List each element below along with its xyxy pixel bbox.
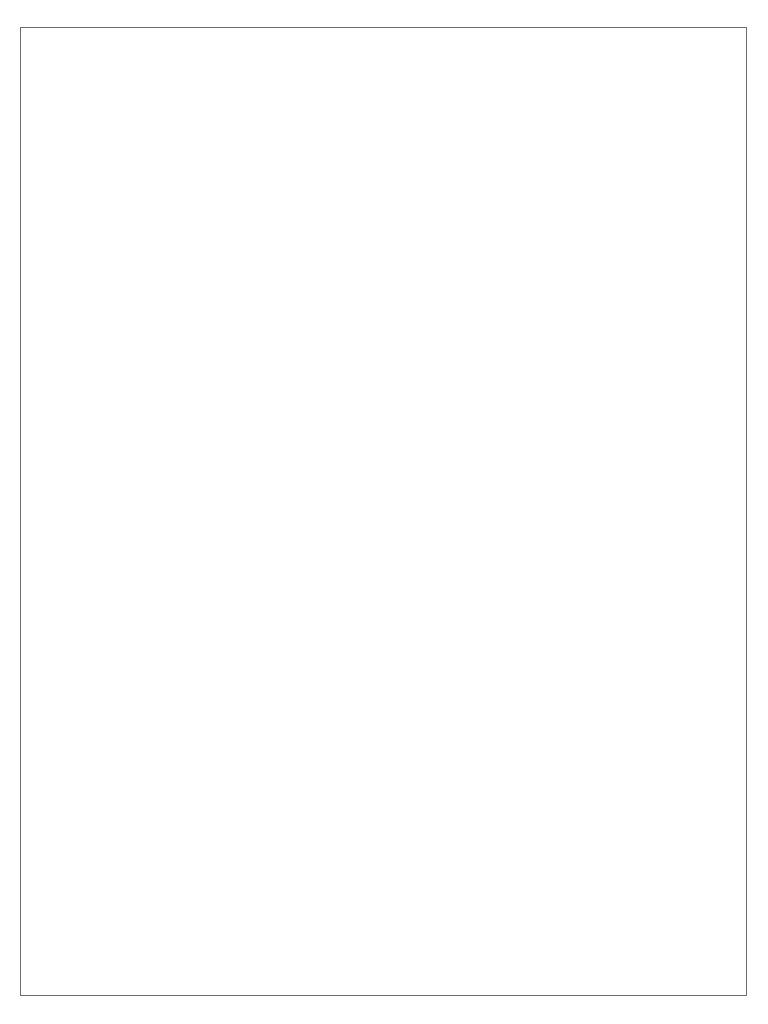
vocab-row (32, 380, 737, 398)
vocab-row (32, 539, 737, 557)
vocab-row (32, 433, 737, 451)
vocab-row (32, 681, 737, 699)
vocab-row (32, 736, 737, 754)
vocab-row (32, 273, 737, 291)
vocab-row (32, 646, 737, 664)
vocab-row (32, 593, 737, 611)
vocab-row (32, 915, 737, 933)
vocab-row (32, 237, 737, 255)
vocab-row (32, 789, 737, 807)
vocab-row (32, 772, 737, 790)
part-2c-heading (32, 880, 737, 898)
vocab-row (32, 148, 737, 166)
vocab-row (32, 933, 737, 951)
document-page (20, 27, 747, 996)
vocab-row (32, 451, 737, 469)
part-2b-heading (32, 718, 737, 736)
vocab-row (32, 575, 737, 593)
vocab-row (32, 308, 737, 326)
vocab-row (32, 362, 737, 380)
part-2a-heading (32, 112, 737, 130)
vocab-row (32, 825, 737, 843)
vocab-row (32, 522, 737, 540)
vocab-row (32, 344, 737, 362)
vocab-row (32, 219, 737, 237)
vocab-row (32, 557, 737, 575)
document-title (32, 75, 737, 93)
vocab-row (32, 468, 737, 486)
vocab-row (32, 664, 737, 682)
vocab-row (32, 326, 737, 344)
vocab-row (32, 628, 737, 646)
vocab-row (32, 610, 737, 628)
vocab-row (32, 166, 737, 184)
vocab-row (32, 201, 737, 219)
vocab-row (32, 397, 737, 415)
vocab-row (32, 807, 737, 825)
vocab-row (32, 184, 737, 202)
vocab-row (32, 255, 737, 273)
vocab-row (32, 486, 737, 504)
vocab-row (32, 754, 737, 772)
vocab-row (32, 415, 737, 433)
vocab-row (32, 504, 737, 522)
vocab-row (32, 290, 737, 308)
vocab-row (32, 843, 737, 861)
